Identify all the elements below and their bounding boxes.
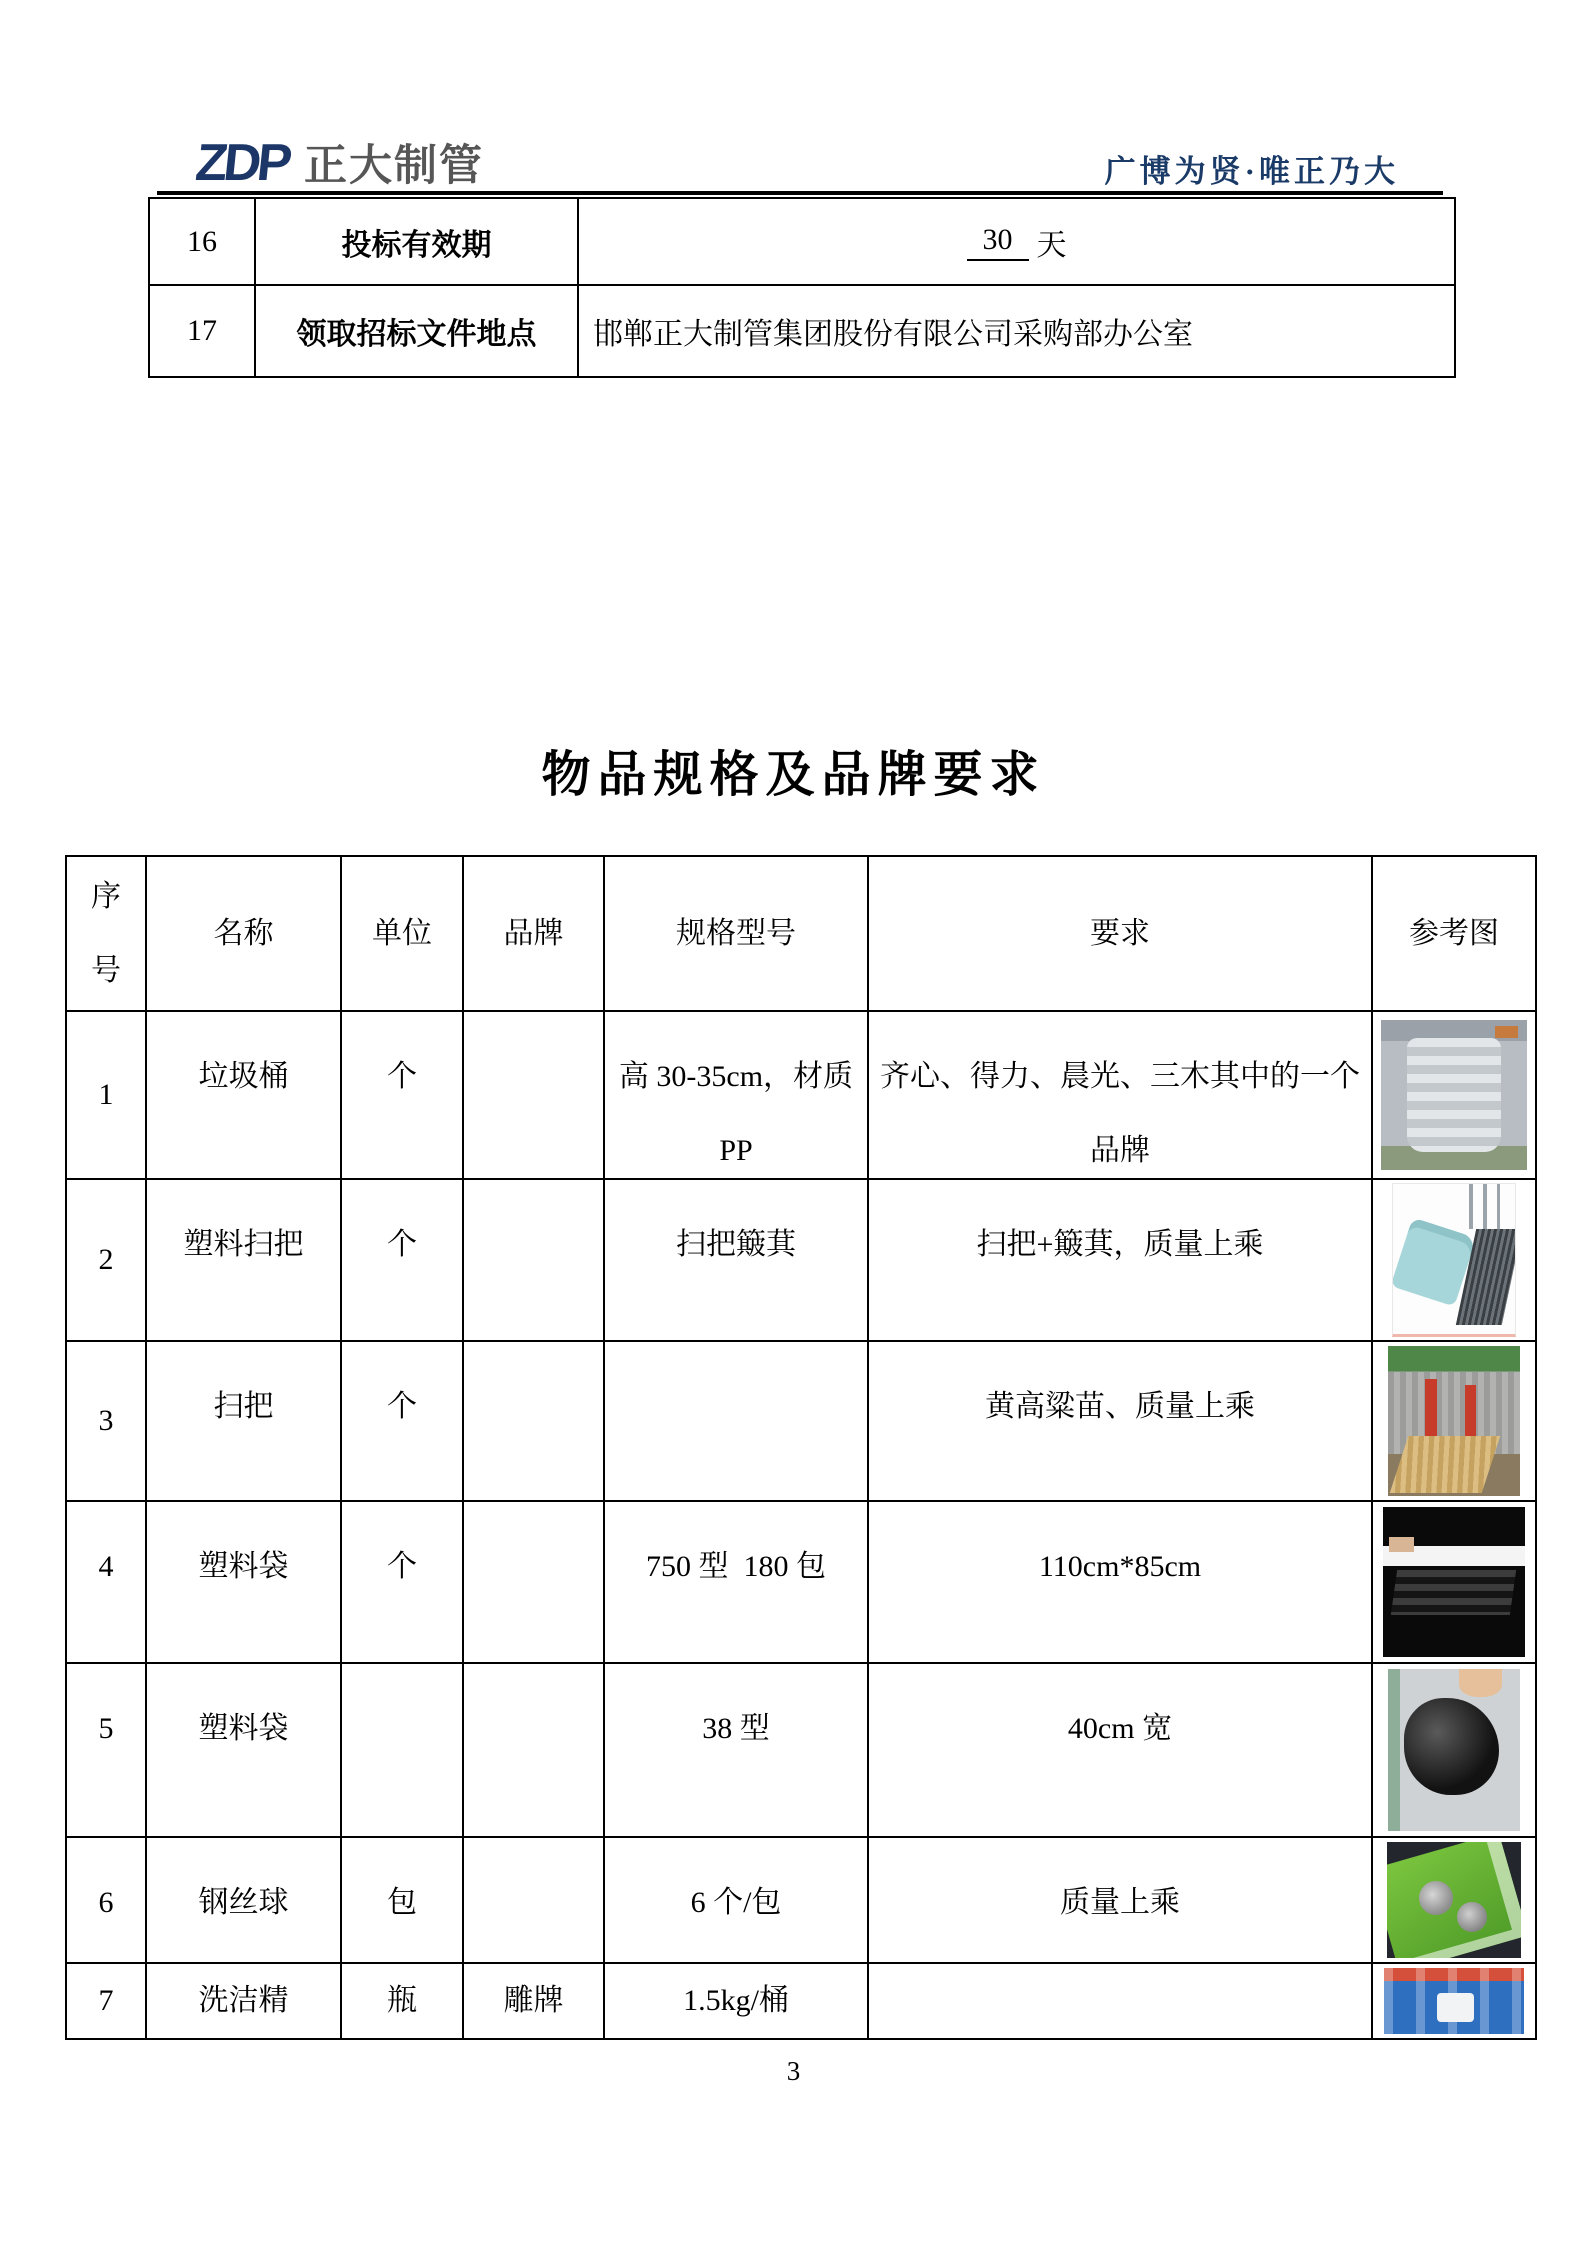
col-header-spec: 规格型号	[605, 857, 869, 1012]
item-unit: 个	[342, 1342, 464, 1502]
photo-shape	[1459, 1669, 1501, 1697]
photo-shape	[1495, 1026, 1518, 1038]
item-name: 垃圾桶	[147, 1012, 342, 1180]
reference-photo	[1388, 1346, 1520, 1496]
seq-header-line2: 号	[91, 953, 121, 987]
item-name: 塑料扫把	[147, 1180, 342, 1342]
item-image-cell	[1373, 1342, 1535, 1502]
info-label-cell: 领取招标文件地点	[256, 286, 579, 376]
row-number-cell: 16	[150, 199, 256, 286]
item-seq: 3	[67, 1342, 147, 1502]
item-name: 塑料袋	[147, 1502, 342, 1664]
items-spec-table	[65, 855, 1537, 2040]
seq-header-line1: 序	[91, 879, 121, 913]
company-name: 正大制管	[304, 142, 484, 190]
item-seq: 4	[67, 1502, 147, 1664]
item-image-cell	[1373, 1664, 1535, 1838]
col-header-requirement: 要求	[869, 857, 1373, 1012]
col-header-seq	[67, 857, 147, 1012]
value-suffix: 天	[1036, 228, 1067, 262]
reference-photo	[1381, 1020, 1527, 1170]
page-number: 3	[786, 2056, 801, 2086]
item-spec: 38 型	[605, 1664, 869, 1838]
item-seq: 6	[67, 1838, 147, 1964]
item-unit: 个	[342, 1012, 464, 1180]
item-image-cell	[1373, 1502, 1535, 1664]
item-brand	[464, 1502, 605, 1664]
item-spec: 高 30-35cm，材质 PP	[605, 1012, 869, 1180]
item-requirement: 齐心、得力、晨光、三木其中的一个品牌	[869, 1012, 1373, 1180]
info-value-cell	[579, 199, 1454, 286]
photo-shape	[1457, 1902, 1487, 1932]
reference-photo	[1392, 1183, 1516, 1337]
item-requirement: 扫把+簸萁，质量上乘	[869, 1180, 1373, 1342]
item-unit: 个	[342, 1502, 464, 1664]
row-number-cell: 17	[150, 286, 256, 376]
item-name: 塑料袋	[147, 1664, 342, 1838]
photo-shape	[1389, 1537, 1415, 1552]
item-seq: 2	[67, 1180, 147, 1342]
item-spec: 扫把簸萁	[605, 1180, 869, 1342]
photo-shape	[1469, 1184, 1501, 1229]
item-seq: 5	[67, 1664, 147, 1838]
col-header-brand: 品牌	[464, 857, 605, 1012]
item-brand	[464, 1664, 605, 1838]
item-brand	[464, 1180, 605, 1342]
item-brand: 雕牌	[464, 1964, 605, 2038]
item-unit	[342, 1664, 464, 1838]
item-spec: 750 型 180 包	[605, 1502, 869, 1664]
item-brand	[464, 1342, 605, 1502]
photo-shape	[1391, 1570, 1517, 1615]
item-spec	[605, 1342, 869, 1502]
item-name: 钢丝球	[147, 1838, 342, 1964]
item-requirement: 黄高粱苗、质量上乘	[869, 1342, 1373, 1502]
item-spec: 1.5kg/桶	[605, 1964, 869, 2038]
item-image-cell	[1373, 1964, 1535, 2038]
item-image-cell	[1373, 1838, 1535, 1964]
item-unit: 包	[342, 1838, 464, 1964]
col-header-image: 参考图	[1373, 857, 1535, 1012]
header-rule	[157, 191, 1443, 195]
item-spec: 6 个/包	[605, 1838, 869, 1964]
section-title: 物品规格及品牌要求	[541, 747, 1046, 802]
tender-info-table	[148, 197, 1456, 378]
reference-photo	[1388, 1669, 1520, 1831]
item-seq: 1	[67, 1012, 147, 1180]
reference-photo	[1384, 1968, 1524, 2034]
item-requirement: 质量上乘	[869, 1838, 1373, 1964]
photo-shape	[1437, 1993, 1473, 2022]
item-unit: 个	[342, 1180, 464, 1342]
info-value-cell: 邯郸正大制管集团股份有限公司采购部办公室	[593, 318, 1193, 351]
photo-shape	[1407, 1038, 1500, 1152]
item-brand	[464, 1838, 605, 1964]
item-unit: 瓶	[342, 1964, 464, 2038]
photo-shape	[1387, 1842, 1521, 1958]
reference-photo	[1383, 1507, 1525, 1657]
item-brand	[464, 1012, 605, 1180]
item-requirement: 110cm*85cm	[869, 1502, 1373, 1664]
item-name: 洗洁精	[147, 1964, 342, 2038]
item-name: 扫把	[147, 1342, 342, 1502]
col-header-name: 名称	[147, 857, 342, 1012]
item-requirement	[869, 1964, 1373, 2038]
underlined-value: 30	[967, 223, 1029, 261]
photo-shape	[1404, 1698, 1499, 1795]
company-slogan: 广博为贤·唯正乃大	[1104, 154, 1399, 189]
item-image-cell	[1373, 1180, 1535, 1342]
photo-shape	[1465, 1385, 1477, 1439]
company-logo	[192, 132, 484, 193]
photo-shape	[1389, 1436, 1500, 1493]
col-header-unit: 单位	[342, 857, 464, 1012]
zdp-logo-mark: ZDP	[192, 133, 292, 192]
photo-shape	[1425, 1379, 1437, 1442]
item-image-cell	[1373, 1012, 1535, 1180]
item-requirement: 40cm 宽	[869, 1664, 1373, 1838]
info-label-cell: 投标有效期	[256, 199, 579, 286]
reference-photo	[1387, 1842, 1521, 1958]
item-seq: 7	[67, 1964, 147, 2038]
